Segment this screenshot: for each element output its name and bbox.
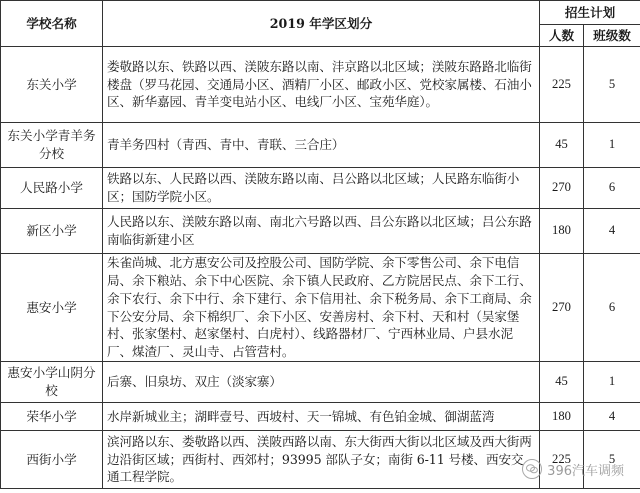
table-row — [1, 209, 640, 254]
table-row — [1, 403, 640, 431]
classes-cell: 4 — [584, 209, 640, 254]
classes-cell: 6 — [584, 254, 640, 362]
count-cell: 270 — [540, 254, 584, 362]
header-count: 人数 — [540, 25, 584, 47]
watermark — [522, 459, 624, 479]
table-row — [1, 254, 640, 362]
header-school-name: 学校名称 — [1, 1, 103, 47]
count-cell: 180 — [540, 209, 584, 254]
district-cell: 青羊务四村（青西、青中、青联、三合庄） — [103, 123, 540, 168]
district-cell: 滨河路以东、娄敬路以西、渼陂西路以南、东大街西大街以北区域及西大街两边沿街区域；西街村、西郊村；93995 部队子女；南街 6-11 号楼、西安交通工程学院。 — [103, 431, 540, 489]
count-cell: 225 — [540, 47, 584, 123]
classes-cell: 5 — [584, 47, 640, 123]
classes-cell: 6 — [584, 168, 640, 209]
table-row — [1, 47, 640, 123]
header-classes: 班级数 — [584, 25, 640, 47]
header-plan: 招生计划 — [540, 1, 640, 25]
school-name-cell: 惠安小学山阴分校 — [1, 362, 103, 403]
district-cell: 人民路以东、渼陂东路以南、南北六号路以西、吕公东路以北区域；吕公东路南临街新建小区 — [103, 209, 540, 254]
header-district: 2019 年学区划分 — [103, 1, 540, 47]
count-cell: 225 — [540, 431, 584, 489]
table-row — [1, 362, 640, 403]
classes-cell: 5 — [584, 431, 640, 489]
school-name-cell: 东关小学青羊务分校 — [1, 123, 103, 168]
district-cell: 水岸新城业主；湖畔壹号、西坡村、天一锦城、有色铂金城、御湖蓝湾 — [103, 403, 540, 431]
count-cell: 45 — [540, 123, 584, 168]
table-row — [1, 123, 640, 168]
classes-cell: 1 — [584, 123, 640, 168]
school-name-cell: 惠安小学 — [1, 254, 103, 362]
count-cell: 180 — [540, 403, 584, 431]
watermark-text: 396汽车调频 — [547, 463, 624, 479]
wechat-icon — [522, 459, 542, 479]
school-name-cell: 西街小学 — [1, 431, 103, 489]
classes-cell: 4 — [584, 403, 640, 431]
count-cell: 270 — [540, 168, 584, 209]
district-cell: 铁路以东、人民路以西、渼陂东路以南、吕公路以北区域；人民路东临街小区；国防学院小区。 — [103, 168, 540, 209]
school-name-cell: 人民路小学 — [1, 168, 103, 209]
count-cell: 45 — [540, 362, 584, 403]
school-name-cell: 荣华小学 — [1, 403, 103, 431]
district-cell: 朱雀尚城、北方惠安公司及控股公司、国防学院、余下零售公司、余下电信局、余下粮站、余下中心医院、余下镇人民政府、乙方院居民点、余下工行、余下农行、余下中行、余下建行、余下信用社、余下税务局、余下工商局、余下公安分局、余下棉织厂、余下小区、安善房村、余下村、天和村（吴家堡村、张家堡村、赵家堡村、白虎村）、线路器材厂、宁西林业局、户县水泥厂、煤渣厂、灵山寺、占管营村。 — [103, 254, 540, 362]
district-cell: 后寨、旧泉坊、双庄（淡家寨） — [103, 362, 540, 403]
district-cell: 娄敬路以东、铁路以西、渼陂东路以南、沣京路以北区域；渼陂东路路北临街楼盘（罗马花园、交通局小区、酒精厂小区、邮政小区、党校家属楼、石油小区、新华嘉园、青羊变电站小区、电线厂小区、宝苑华庭）。 — [103, 47, 540, 123]
table-row — [1, 168, 640, 209]
school-name-cell: 东关小学 — [1, 47, 103, 123]
school-name-cell: 新区小学 — [1, 209, 103, 254]
header-row — [1, 1, 640, 25]
classes-cell: 1 — [584, 362, 640, 403]
